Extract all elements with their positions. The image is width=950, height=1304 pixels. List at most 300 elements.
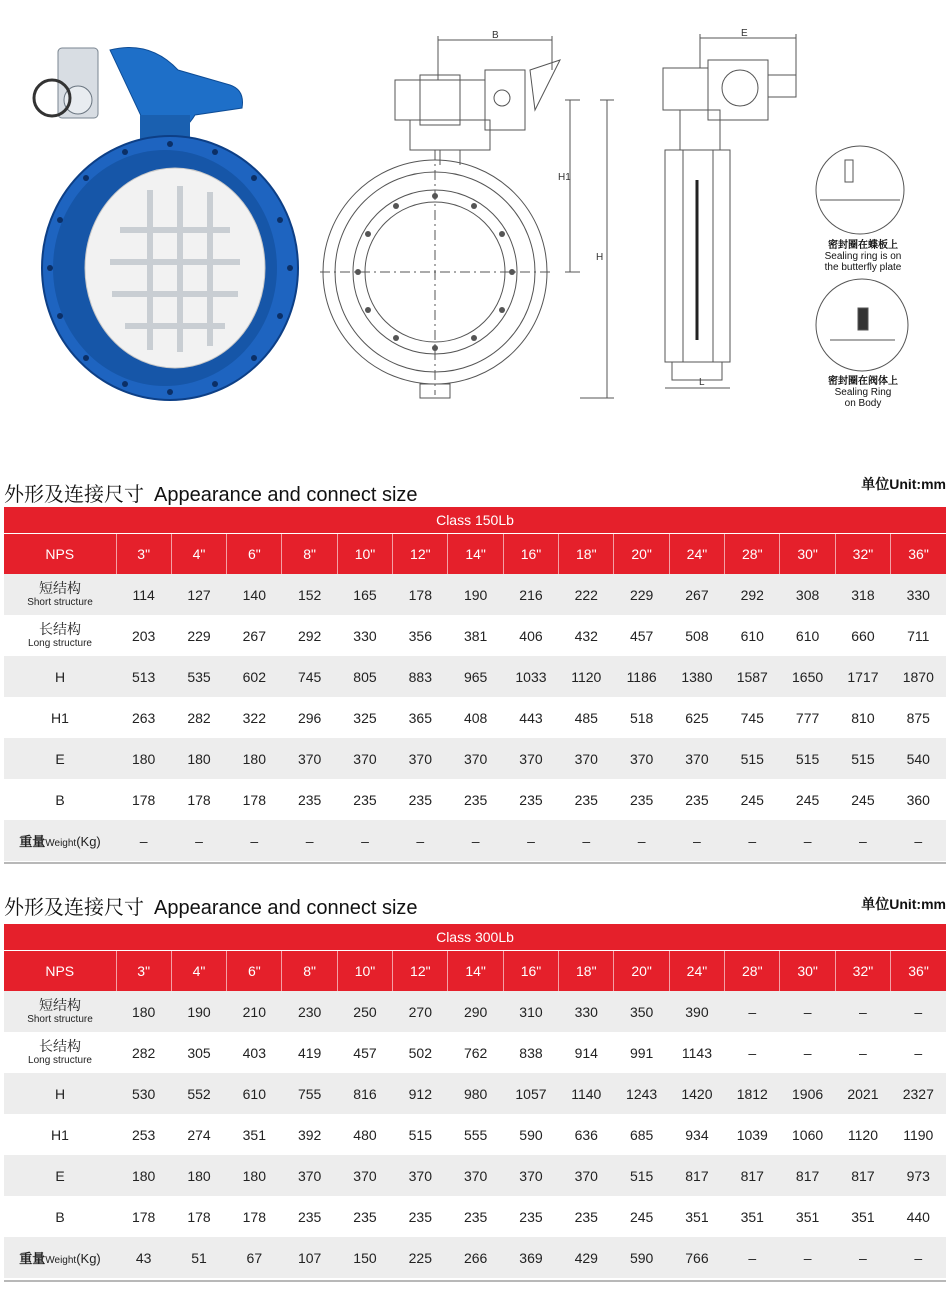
table-cell: 1120	[835, 1114, 890, 1155]
nps-size-header: 10"	[337, 951, 392, 992]
unit-label-cn: 单位	[861, 897, 890, 913]
nps-size-header: 36"	[891, 534, 946, 575]
nps-size-header: 12"	[393, 534, 448, 575]
table-cell: 636	[559, 1114, 614, 1155]
nps-size-header: 3"	[116, 951, 171, 992]
table-cell: 245	[614, 1196, 669, 1237]
nps-size-header: 20"	[614, 951, 669, 992]
table-cell: 330	[559, 991, 614, 1032]
table-cell: 817	[725, 1155, 780, 1196]
table-cell: 552	[171, 1073, 226, 1114]
table-cell: 838	[503, 1032, 558, 1073]
table-cell: 140	[227, 574, 282, 615]
table-cell: 296	[282, 697, 337, 738]
table-cell: 965	[448, 656, 503, 697]
seal-plate-note-en1: Sealing ring is on	[824, 251, 902, 262]
table-cell: 235	[282, 779, 337, 820]
table-cell: 67	[227, 1237, 282, 1278]
table-cell: 432	[559, 615, 614, 656]
table-cell: 274	[171, 1114, 226, 1155]
table-cell: 1039	[725, 1114, 780, 1155]
seal-plate-note-en2: the butterfly plate	[824, 262, 902, 273]
table-cell: 370	[282, 1155, 337, 1196]
nps-size-header: 4"	[171, 534, 226, 575]
table-cell: 370	[614, 738, 669, 779]
row-label-weight-en: Weight	[45, 838, 77, 849]
side-view-drawing	[663, 34, 796, 388]
table-cell: –	[780, 1237, 835, 1278]
section-title-150lb	[4, 478, 418, 507]
row-label: E	[4, 738, 116, 779]
table-cell: 508	[669, 615, 724, 656]
table-cell: 292	[725, 574, 780, 615]
section-title-en: Appearance and connect size	[154, 484, 418, 506]
table-cell: 180	[171, 1155, 226, 1196]
table-cell: 1140	[559, 1073, 614, 1114]
table-cell: 406	[503, 615, 558, 656]
table-cell: 318	[835, 574, 890, 615]
table-cell: 685	[614, 1114, 669, 1155]
table-cell: 745	[282, 656, 337, 697]
table-cell: 443	[503, 697, 558, 738]
row-label	[4, 1032, 116, 1073]
table-cell: 530	[116, 1073, 171, 1114]
table-cell: –	[227, 820, 282, 861]
row-label-weight-cn: 重量	[19, 835, 46, 850]
table-row	[4, 697, 946, 738]
nps-size-header: 28"	[725, 951, 780, 992]
table-cell: –	[891, 1237, 946, 1278]
table-cell: 180	[116, 738, 171, 779]
table-cell: 235	[503, 1196, 558, 1237]
valve-photo	[34, 48, 298, 401]
table-cell: 267	[669, 574, 724, 615]
table-cell: 1190	[891, 1114, 946, 1155]
class-row	[4, 924, 946, 951]
row-label: B	[4, 1196, 116, 1237]
table-divider-150lb	[4, 862, 946, 864]
table-cell: 229	[614, 574, 669, 615]
table-cell: 290	[448, 991, 503, 1032]
table-row	[4, 1155, 946, 1196]
table-cell: 817	[835, 1155, 890, 1196]
table-cell: 330	[891, 574, 946, 615]
table-divider-300lb	[4, 1280, 946, 1282]
table-row	[4, 779, 946, 820]
table-cell: 602	[227, 656, 282, 697]
table-row	[4, 991, 946, 1032]
table-cell: 351	[835, 1196, 890, 1237]
table-cell: 392	[282, 1114, 337, 1155]
row-label-cn: 长结构	[39, 1038, 81, 1055]
row-label: B	[4, 779, 116, 820]
table-cell: 1120	[559, 656, 614, 697]
table-cell: 180	[116, 991, 171, 1032]
nps-size-header: 8"	[282, 534, 337, 575]
table-cell: 230	[282, 991, 337, 1032]
row-label: H	[4, 656, 116, 697]
table-cell: 114	[116, 574, 171, 615]
row-label: H	[4, 1073, 116, 1114]
table-cell: 934	[669, 1114, 724, 1155]
table-cell: 350	[614, 991, 669, 1032]
table-cell: 310	[503, 991, 558, 1032]
nps-size-header: 20"	[614, 534, 669, 575]
row-label-en: Long structure	[28, 1054, 92, 1066]
table-cell: 266	[448, 1237, 503, 1278]
table-cell: 1057	[503, 1073, 558, 1114]
dim-label-e: E	[741, 28, 748, 39]
table-cell: 515	[393, 1114, 448, 1155]
row-label: H1	[4, 697, 116, 738]
row-label	[4, 615, 116, 656]
table-cell: 178	[227, 1196, 282, 1237]
table-cell: 190	[448, 574, 503, 615]
table-cell: 883	[393, 656, 448, 697]
table-cell: 107	[282, 1237, 337, 1278]
row-label: E	[4, 1155, 116, 1196]
nps-size-header: 10"	[337, 534, 392, 575]
table-row	[4, 1114, 946, 1155]
table-cell: 178	[227, 779, 282, 820]
table-cell: 370	[337, 1155, 392, 1196]
table-cell: 178	[393, 574, 448, 615]
table-cell: 180	[227, 1155, 282, 1196]
table-cell: 457	[614, 615, 669, 656]
nps-size-header: 14"	[448, 951, 503, 992]
table-cell: 235	[337, 1196, 392, 1237]
table-cell: 457	[337, 1032, 392, 1073]
table-cell: 282	[171, 697, 226, 738]
table-row	[4, 615, 946, 656]
nps-size-header: 16"	[503, 534, 558, 575]
table-cell: 1812	[725, 1073, 780, 1114]
table-cell: 370	[282, 738, 337, 779]
table-cell: –	[891, 1032, 946, 1073]
table-cell: 370	[559, 1155, 614, 1196]
table-cell: 43	[116, 1237, 171, 1278]
table-cell: 250	[337, 991, 392, 1032]
table-cell: 127	[171, 574, 226, 615]
table-cell: 816	[337, 1073, 392, 1114]
table-cell: 322	[227, 697, 282, 738]
table-cell: 408	[448, 697, 503, 738]
table-cell: 515	[614, 1155, 669, 1196]
nps-header-row	[4, 951, 946, 992]
nps-size-header: 6"	[227, 534, 282, 575]
table-cell: 267	[227, 615, 282, 656]
row-label-weight-unit: (Kg)	[76, 1251, 101, 1266]
table-cell: 817	[780, 1155, 835, 1196]
table-cell: 810	[835, 697, 890, 738]
nps-size-header: 14"	[448, 534, 503, 575]
table-cell: 980	[448, 1073, 503, 1114]
table-cell: 210	[227, 991, 282, 1032]
table-cell: 308	[780, 574, 835, 615]
table-cell: 370	[393, 738, 448, 779]
table-cell: 245	[780, 779, 835, 820]
row-label	[4, 574, 116, 615]
table-row	[4, 738, 946, 779]
seal-plate-note	[808, 240, 918, 273]
spec-table-150lb	[4, 507, 946, 861]
table-cell: –	[835, 991, 890, 1032]
table-cell: 370	[448, 1155, 503, 1196]
table-cell: 590	[614, 1237, 669, 1278]
table-cell: 1906	[780, 1073, 835, 1114]
row-label-weight	[4, 1237, 116, 1278]
table-cell: –	[559, 820, 614, 861]
table-cell: 555	[448, 1114, 503, 1155]
table-cell: 440	[891, 1196, 946, 1237]
table-cell: 325	[337, 697, 392, 738]
table-cell: 51	[171, 1237, 226, 1278]
table-cell: 190	[171, 991, 226, 1032]
table-cell: 805	[337, 656, 392, 697]
table-cell: 2327	[891, 1073, 946, 1114]
table-cell: 351	[780, 1196, 835, 1237]
table-cell: –	[780, 820, 835, 861]
table-cell: –	[282, 820, 337, 861]
table-cell: 912	[393, 1073, 448, 1114]
table-cell: –	[669, 820, 724, 861]
table-cell: 370	[559, 738, 614, 779]
table-cell: 660	[835, 615, 890, 656]
table-cell: 178	[116, 1196, 171, 1237]
table-cell: 235	[282, 1196, 337, 1237]
table-cell: –	[337, 820, 392, 861]
nps-size-header: 24"	[669, 534, 724, 575]
row-label-weight-cn: 重量	[19, 1252, 46, 1267]
table-cell: –	[780, 1032, 835, 1073]
table-cell: 1650	[780, 656, 835, 697]
table-cell: 360	[891, 779, 946, 820]
product-figure	[0, 0, 950, 420]
table-cell: 245	[835, 779, 890, 820]
unit-label-en: Unit:mm	[889, 896, 946, 912]
seal-body-note-en2: on Body	[844, 398, 882, 409]
table-cell: 403	[227, 1032, 282, 1073]
table-cell: 370	[393, 1155, 448, 1196]
dim-label-b: B	[492, 30, 499, 41]
table-cell: 535	[171, 656, 226, 697]
table-cell: –	[725, 820, 780, 861]
nps-size-header: 32"	[835, 534, 890, 575]
table-cell: 711	[891, 615, 946, 656]
table-cell: 745	[725, 697, 780, 738]
row-label-cn: 短结构	[39, 580, 81, 597]
nps-size-header: 32"	[835, 951, 890, 992]
table-cell: 518	[614, 697, 669, 738]
nps-size-header: 12"	[393, 951, 448, 992]
table-cell: –	[835, 820, 890, 861]
unit-label-300lb	[861, 894, 946, 914]
table-cell: 351	[669, 1196, 724, 1237]
table-cell: –	[614, 820, 669, 861]
table-cell: 1420	[669, 1073, 724, 1114]
table-cell: 766	[669, 1237, 724, 1278]
table-cell: 263	[116, 697, 171, 738]
row-label-en: Long structure	[28, 637, 92, 649]
table-row	[4, 1237, 946, 1278]
table-cell: 178	[171, 779, 226, 820]
table-cell: 235	[503, 779, 558, 820]
table-cell: 222	[559, 574, 614, 615]
nps-size-header: 18"	[559, 951, 614, 992]
table-cell: 610	[227, 1073, 282, 1114]
table-cell: 914	[559, 1032, 614, 1073]
table-cell: 180	[116, 1155, 171, 1196]
table-cell: 610	[780, 615, 835, 656]
table-cell: 235	[559, 779, 614, 820]
table-row	[4, 656, 946, 697]
seal-body-note-cn: 密封圈在阀体上	[828, 376, 898, 387]
table-cell: 610	[725, 615, 780, 656]
table-row	[4, 820, 946, 861]
nps-size-header: 24"	[669, 951, 724, 992]
table-cell: 365	[393, 697, 448, 738]
table-cell: 235	[337, 779, 392, 820]
table-cell: –	[448, 820, 503, 861]
table-cell: 370	[669, 738, 724, 779]
table-cell: 235	[448, 779, 503, 820]
row-label-cn: 长结构	[39, 621, 81, 638]
table-cell: 1243	[614, 1073, 669, 1114]
table-cell: –	[725, 991, 780, 1032]
table-cell: 370	[448, 738, 503, 779]
table-cell: 625	[669, 697, 724, 738]
table-cell: 351	[227, 1114, 282, 1155]
table-cell: 225	[393, 1237, 448, 1278]
table-cell: 150	[337, 1237, 392, 1278]
class-row	[4, 507, 946, 534]
table-cell: 180	[227, 738, 282, 779]
table-cell: –	[116, 820, 171, 861]
table-cell: 370	[503, 738, 558, 779]
table-cell: –	[891, 991, 946, 1032]
table-cell: 330	[337, 615, 392, 656]
table-cell: –	[835, 1032, 890, 1073]
valve-drawings	[0, 0, 950, 420]
table-cell: 351	[725, 1196, 780, 1237]
table-cell: 282	[116, 1032, 171, 1073]
section-title-en: Appearance and connect size	[154, 897, 418, 919]
class-label: Class 150Lb	[4, 507, 946, 534]
table-cell: 419	[282, 1032, 337, 1073]
row-label	[4, 991, 116, 1032]
table-cell: 381	[448, 615, 503, 656]
table-cell: 178	[116, 779, 171, 820]
table-cell: 2021	[835, 1073, 890, 1114]
nps-size-header: 16"	[503, 951, 558, 992]
table-cell: 540	[891, 738, 946, 779]
dim-label-h: H	[596, 252, 604, 263]
front-view-drawing	[320, 36, 614, 398]
table-cell: 356	[393, 615, 448, 656]
unit-label-150lb	[861, 474, 946, 494]
nps-size-header: 8"	[282, 951, 337, 992]
table-cell: 513	[116, 656, 171, 697]
nps-label: NPS	[4, 534, 116, 575]
table-cell: 305	[171, 1032, 226, 1073]
table-cell: 762	[448, 1032, 503, 1073]
table-cell: 1033	[503, 656, 558, 697]
table-cell: 1380	[669, 656, 724, 697]
table-cell: 875	[891, 697, 946, 738]
spec-table-300lb	[4, 924, 946, 1278]
section-title-cn: 外形及连接尺寸	[4, 895, 144, 919]
table-cell: –	[503, 820, 558, 861]
table-cell: 370	[503, 1155, 558, 1196]
table-cell: 245	[725, 779, 780, 820]
table-cell: 180	[171, 738, 226, 779]
table-cell: –	[725, 1237, 780, 1278]
nps-size-header: 4"	[171, 951, 226, 992]
table-cell: –	[891, 820, 946, 861]
nps-size-header: 6"	[227, 951, 282, 992]
table-cell: –	[171, 820, 226, 861]
table-cell: 755	[282, 1073, 337, 1114]
row-label-en: Short structure	[27, 1013, 93, 1025]
table-cell: 485	[559, 697, 614, 738]
table-cell: –	[835, 1237, 890, 1278]
seal-plate-note-cn: 密封圈在蝶板上	[828, 240, 898, 251]
nps-size-header: 3"	[116, 534, 171, 575]
table-row	[4, 1196, 946, 1237]
seal-body-note	[808, 376, 918, 409]
table-row	[4, 574, 946, 615]
row-label-cn: 短结构	[39, 997, 81, 1014]
table-cell: 817	[669, 1155, 724, 1196]
table-cell: 292	[282, 615, 337, 656]
nps-size-header: 18"	[559, 534, 614, 575]
row-label-weight-unit: (Kg)	[76, 834, 101, 849]
table-cell: 991	[614, 1032, 669, 1073]
table-cell: 390	[669, 991, 724, 1032]
table-cell: –	[780, 991, 835, 1032]
seal-body-note-en1: Sealing Ring	[834, 387, 892, 398]
table-cell: 1143	[669, 1032, 724, 1073]
table-cell: 515	[780, 738, 835, 779]
table-cell: 235	[448, 1196, 503, 1237]
row-label-weight-en: Weight	[45, 1255, 77, 1266]
nps-size-header: 28"	[725, 534, 780, 575]
table-cell: 1870	[891, 656, 946, 697]
table-cell: 229	[171, 615, 226, 656]
nps-size-header: 30"	[780, 951, 835, 992]
table-cell: 590	[503, 1114, 558, 1155]
table-cell: 235	[559, 1196, 614, 1237]
table-cell: 370	[337, 738, 392, 779]
section-title-300lb	[4, 891, 418, 920]
table-cell: 235	[669, 779, 724, 820]
nps-size-header: 30"	[780, 534, 835, 575]
table-cell: 777	[780, 697, 835, 738]
dim-label-h1: H1	[558, 172, 571, 183]
nps-size-header: 36"	[891, 951, 946, 992]
table-cell: 515	[835, 738, 890, 779]
table-cell: 253	[116, 1114, 171, 1155]
table-cell: 502	[393, 1032, 448, 1073]
unit-label-en: Unit:mm	[889, 476, 946, 492]
table-cell: 1060	[780, 1114, 835, 1155]
row-label: H1	[4, 1114, 116, 1155]
dim-label-l: L	[699, 377, 705, 388]
nps-label: NPS	[4, 951, 116, 992]
table-cell: 1587	[725, 656, 780, 697]
table-row	[4, 1073, 946, 1114]
table-cell: 235	[393, 1196, 448, 1237]
